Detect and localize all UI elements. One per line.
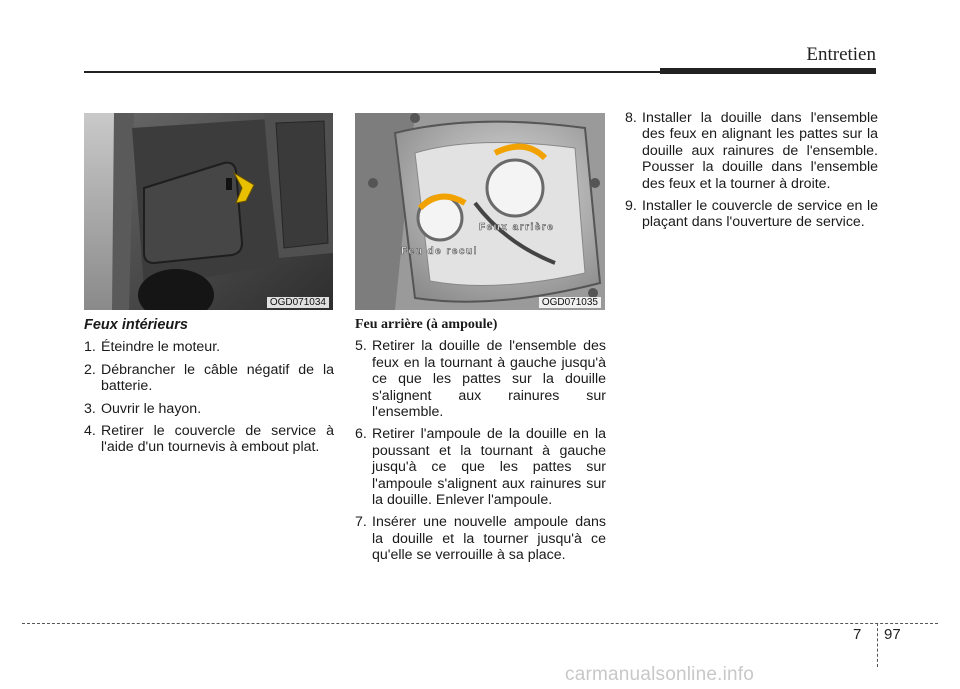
step-number: 8.	[625, 110, 637, 126]
service-cover-illustration	[84, 113, 333, 310]
step-number: 1.	[84, 339, 96, 356]
step-text: Éteindre le moteur.	[101, 339, 221, 356]
step-text: Retirer la douille de l'ensemble des feux en la tournant à gauche jusqu'à ce que les pattes sur la douille s'alignent aux rainures sur l'ensemble.	[372, 338, 606, 421]
step-number: 4.	[84, 423, 96, 440]
step-text: Débrancher le câble négatif de la batterie.	[101, 361, 334, 395]
step-text: Retirer le couvercle de service à l'aide d'un tournevis à embout plat.	[101, 423, 334, 456]
list-item	[84, 362, 334, 395]
rear-lamp-illustration	[355, 113, 605, 310]
label-rear-light: Feux arrière	[479, 222, 555, 233]
step-number: 2.	[84, 361, 96, 378]
step-number: 5.	[355, 338, 367, 355]
chapter-number: 7	[853, 626, 862, 643]
list-item	[625, 198, 878, 231]
list-item	[355, 338, 606, 420]
footer-divider	[877, 623, 878, 667]
page-section-title: Entretien	[806, 44, 876, 65]
list-item	[84, 339, 334, 355]
column-rear-lamp	[355, 317, 606, 570]
watermark: carmanualsonline.info	[565, 664, 755, 685]
list-item	[355, 514, 606, 563]
page-number: 97	[884, 626, 901, 643]
step-text: Installer la douille dans l'ensemble des feux en alignant les pattes sur la douille aux rainures de l'ensemble. Pousser la douille dans l'ensemble des feux et la tourner à droite.	[642, 110, 878, 192]
figure-rear-lamp	[355, 113, 605, 310]
step-text: Ouvrir le hayon.	[101, 400, 202, 417]
list-item	[84, 401, 334, 417]
label-reverse-light: Feu de recul	[401, 246, 478, 257]
step-number: 6.	[355, 426, 367, 443]
step-number: 7.	[355, 514, 367, 531]
list-item	[355, 426, 606, 508]
step-text: Insérer une nouvelle ampoule dans la douille et la tourner jusqu'à ce qu'elle se verrouille à sa place.	[372, 514, 606, 564]
list-item	[84, 423, 334, 456]
header-rule	[84, 71, 660, 73]
column-install	[625, 110, 878, 237]
step-text: Installer le couvercle de service en le plaçant dans l'ouverture de service.	[642, 198, 878, 231]
section-title: Feu arrière (à ampoule)	[355, 317, 498, 332]
header-rule-accent	[660, 68, 876, 74]
figure-service-cover	[84, 113, 333, 310]
footer-rule	[22, 623, 938, 624]
list-item	[625, 110, 878, 192]
figure-code: OGD071035	[539, 297, 601, 308]
step-number: 3.	[84, 400, 96, 417]
section-title: Feux intérieurs	[84, 317, 188, 333]
step-number: 9.	[625, 198, 637, 215]
column-interior-lamps	[84, 317, 334, 462]
figure-code: OGD071034	[267, 297, 329, 308]
step-text: Retirer l'ampoule de la douille en la poussant et la tournant à gauche jusqu'à ce que les pattes sur l'ampoule s'alignent aux rainures sur la douille. Enlever l'ampoule.	[372, 426, 606, 509]
